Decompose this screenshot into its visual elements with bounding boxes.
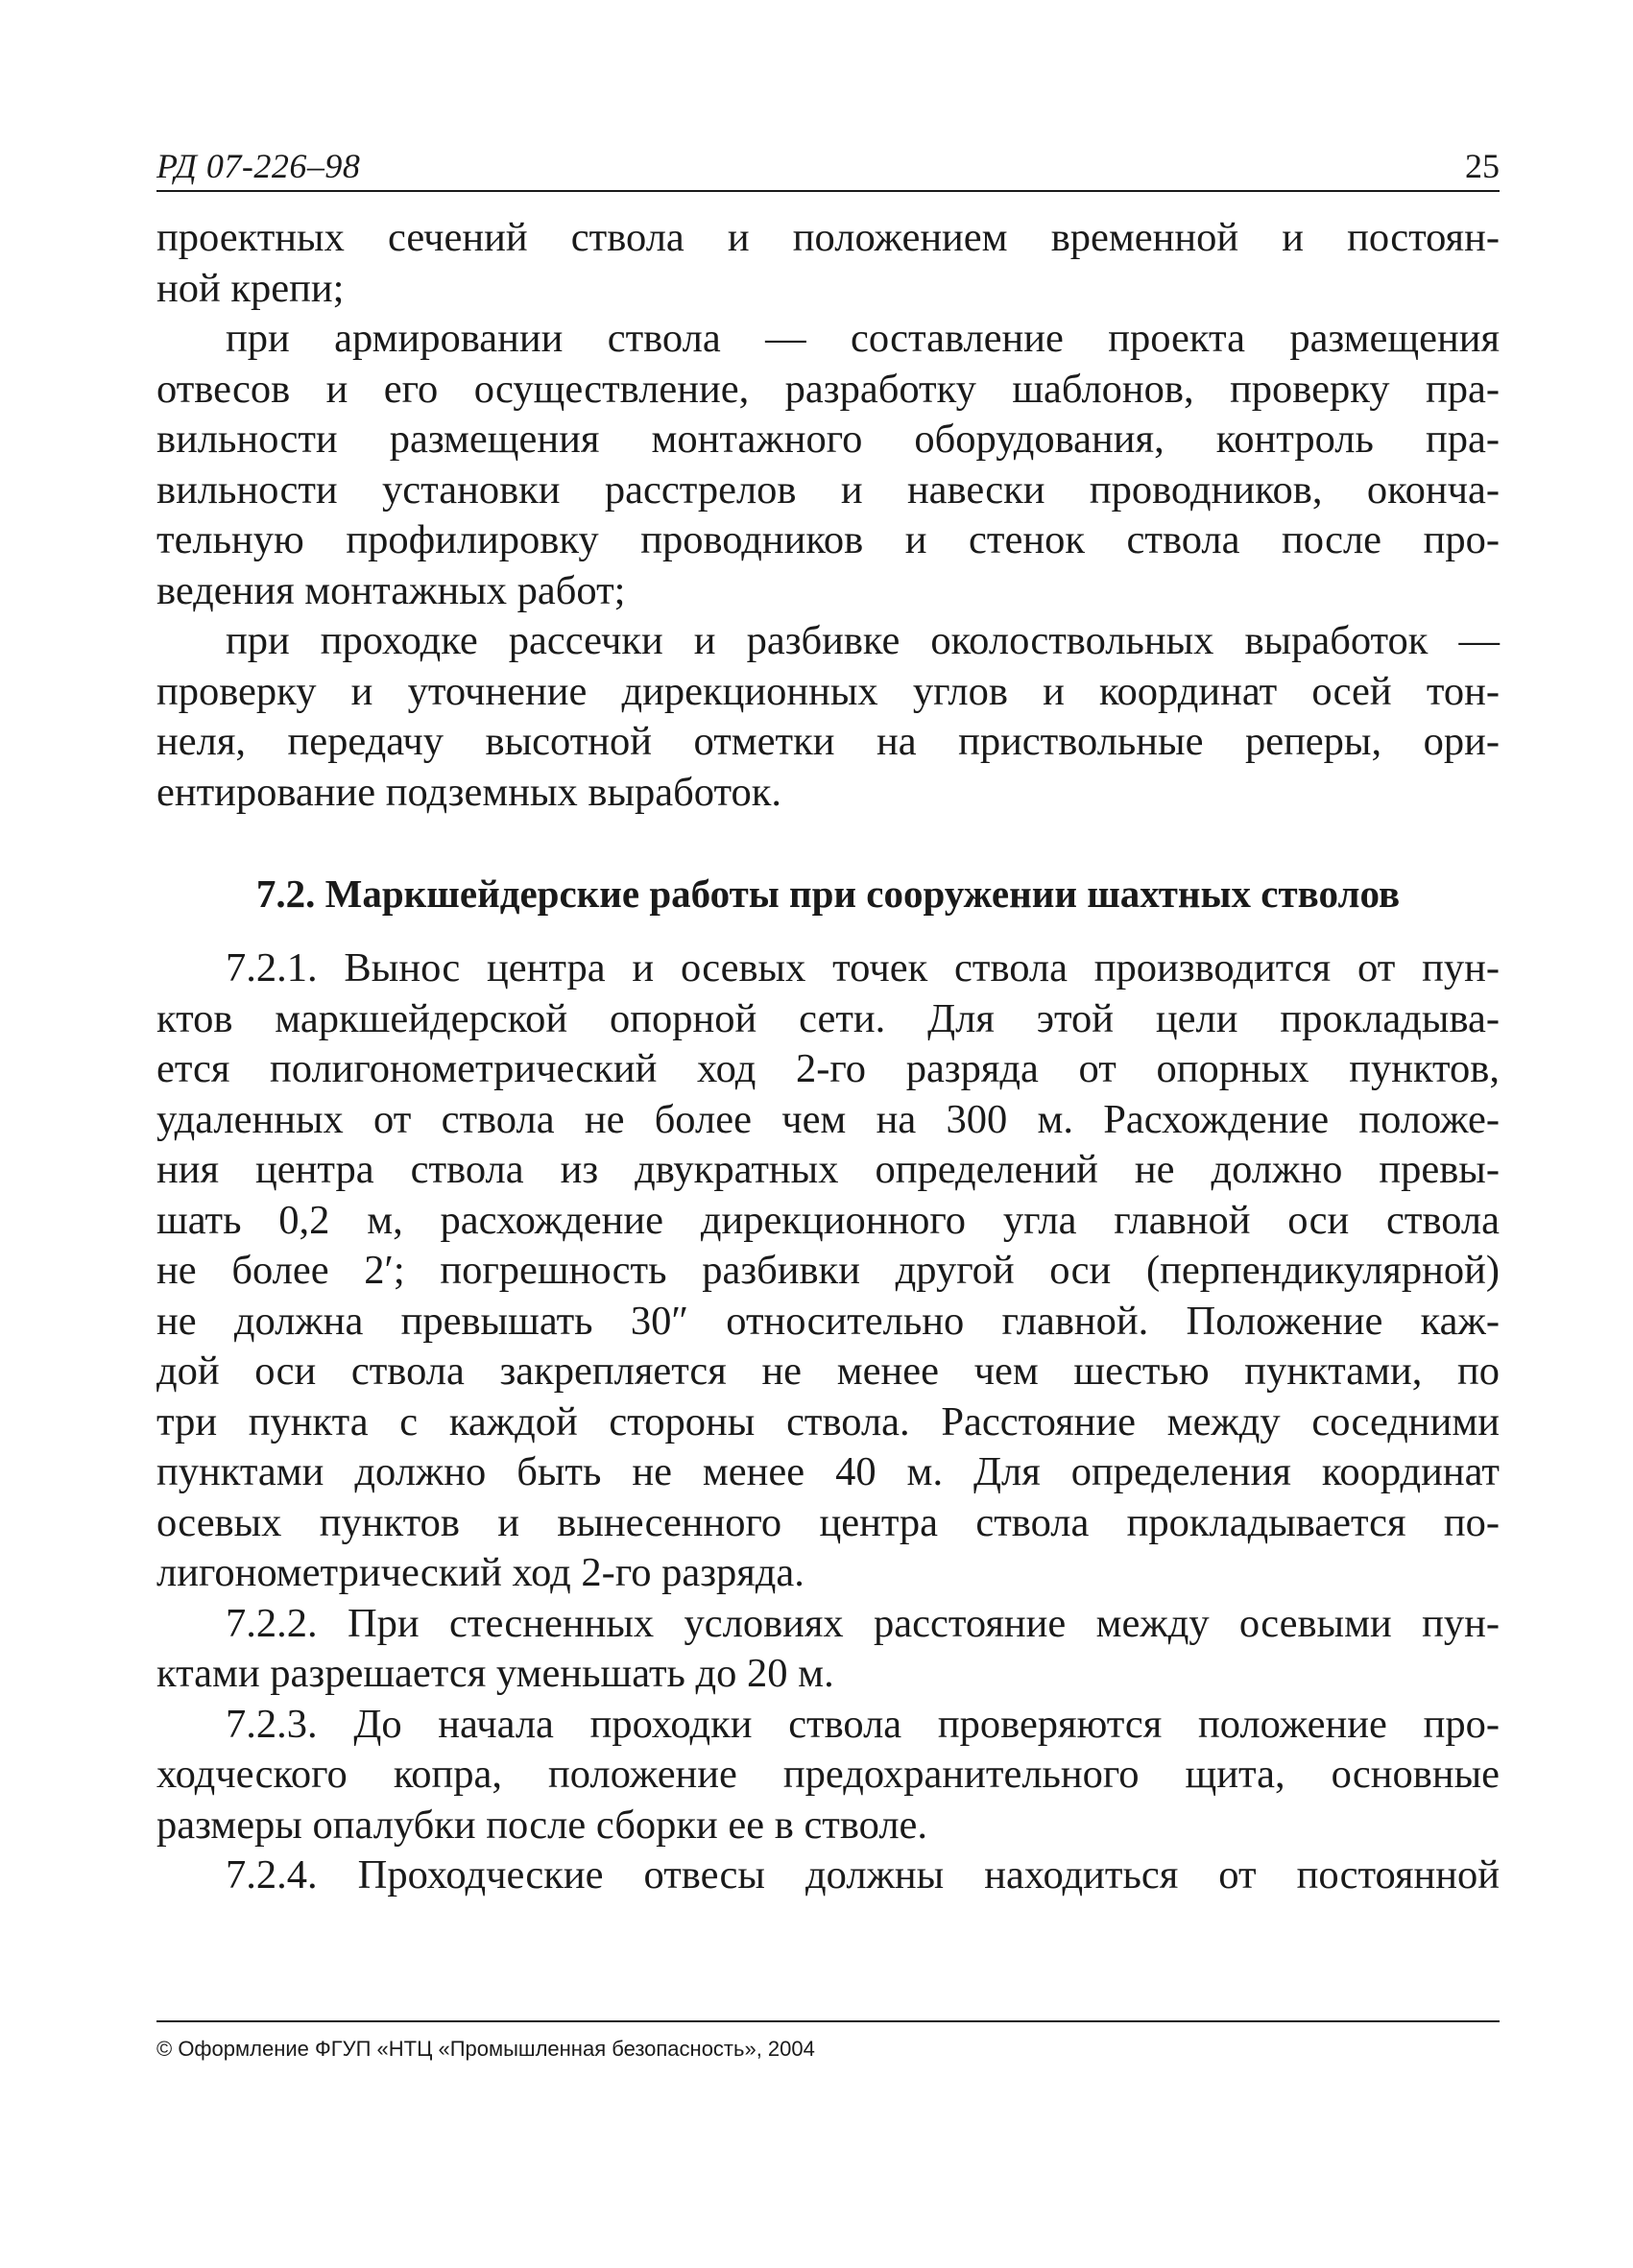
text-line: вильности установки расстрелов и навески проводников, оконча-	[156, 466, 1500, 513]
text-line: 7.2.3. До начала проходки ствола проверяются положение про-	[226, 1701, 1500, 1747]
paragraph-armirovanie	[156, 314, 1500, 616]
text-line: вильности размещения монтажного оборудования, контроль пра-	[156, 417, 1500, 462]
paragraph-prokhodka	[156, 616, 1500, 818]
text-line: проверку и уточнение дирекционных углов и координат осей тон-	[156, 668, 1500, 714]
spacer	[156, 919, 1500, 943]
text-line: 7.2.2. При стесненных условиях расстояние между осевыми пун-	[226, 1600, 1500, 1646]
text-line: 7.2.1. Вынос центра и осевых точек ствола производится от пун-	[226, 945, 1500, 991]
text-line: ведения монтажных работ;	[156, 567, 626, 613]
page-footer	[156, 2020, 1500, 2063]
text-line: удаленных от ствола не более чем на 300 м. Расхождение положе-	[156, 1096, 1500, 1142]
page-number: 25	[1465, 147, 1500, 185]
text-line: размеры опалубки после сборки ее в стволе.	[156, 1802, 928, 1848]
text-line: тельную профилировку проводников и стенок ствола после про-	[156, 517, 1500, 562]
text-line: при проходке рассечки и разбивке околоствольных выработок —	[226, 618, 1500, 663]
text-line: три пункта с каждой стороны ствола. Расстояние между соседними	[156, 1398, 1500, 1444]
text-line: ния центра ствола из двукратных определений не должно превы-	[156, 1147, 1500, 1192]
spacer	[156, 818, 1500, 869]
running-header	[156, 144, 1500, 192]
text-line: неля, передачу высотной отметки на приствольные реперы, ори-	[156, 719, 1500, 764]
text-line: шать 0,2 м, расхождение дирекционного угла главной оси ствола	[156, 1197, 1500, 1243]
text-line: ктов маркшейдерской опорной сети. Для этой цели прокладыва-	[156, 995, 1500, 1041]
paragraph-7-2-2	[156, 1599, 1500, 1700]
text-line: 7.2.4. Проходческие отвесы должны находиться от постоянной	[226, 1852, 1500, 1898]
page-body	[156, 213, 1500, 1901]
text-line: ется полигонометрический ход 2-го разряда от опорных пунктов,	[156, 1046, 1500, 1091]
text-line: при армировании ствола — составление проекта размещения	[226, 316, 1500, 361]
text-line: ентирование подземных выработок.	[156, 769, 781, 815]
copyright-notice: © Оформление ФГУП «НТЦ «Промышленная безопасность», 2004	[156, 2037, 815, 2061]
text-line: отвесов и его осуществление, разработку шаблонов, проверку пра-	[156, 366, 1500, 412]
section-heading: 7.2. Маркшейдерские работы при сооружении шахтных стволов	[255, 871, 1401, 916]
text-line: не более 2′; погрешность разбивки другой оси (перпендикулярной)	[156, 1248, 1500, 1293]
text-line: ной крепи;	[156, 265, 345, 311]
paragraph-7-2-4	[156, 1850, 1500, 1901]
text-line: дой оси ствола закрепляется не менее чем шестью пунктами, по	[156, 1349, 1500, 1394]
text-line: не должна превышать 30″ относительно главной. Положение каж-	[156, 1298, 1500, 1344]
text-line: пунктами должно быть не менее 40 м. Для определения координат	[156, 1449, 1500, 1494]
text-line: ктами разрешается уменьшать до 20 м.	[156, 1651, 834, 1696]
text-line: осевых пунктов и вынесенного центра ствола прокладывается по-	[156, 1499, 1500, 1545]
text-line: лигонометрический ход 2-го разряда.	[156, 1550, 804, 1595]
paragraph-7-2-1	[156, 943, 1500, 1599]
text-line: ходческого копра, положение предохранительного щита, основные	[156, 1752, 1500, 1797]
document-code: РД 07-226–98	[156, 147, 361, 185]
paragraph-continuation	[156, 213, 1500, 314]
text-line: проектных сечений ствола и положением временной и постоян-	[156, 215, 1500, 260]
paragraph-7-2-3	[156, 1700, 1500, 1851]
